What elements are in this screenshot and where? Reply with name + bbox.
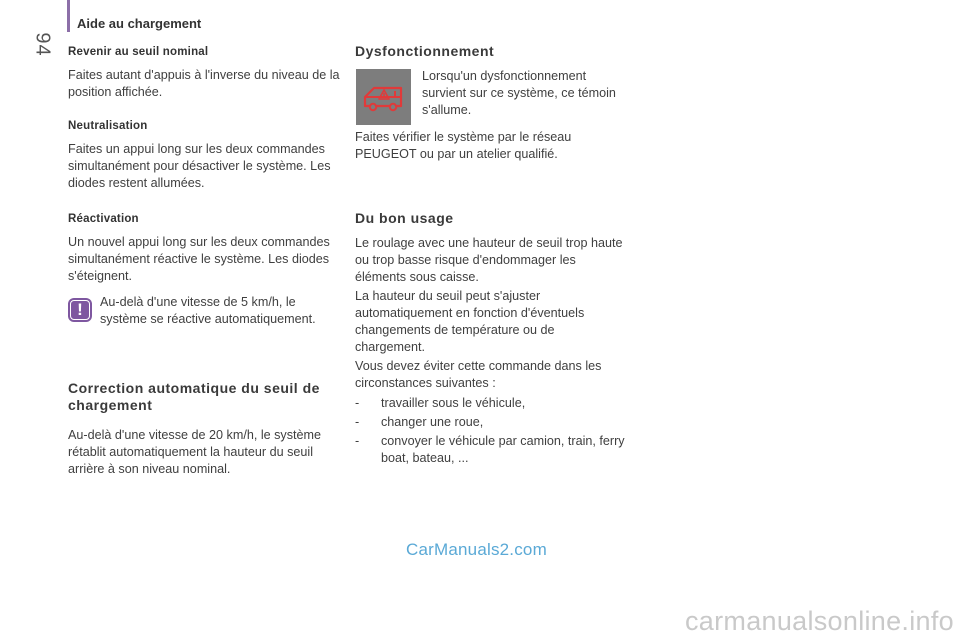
list-item [355, 433, 627, 467]
section-reactivation [68, 211, 340, 285]
correction-heading: Correction automatique du seuil de chargement [68, 380, 320, 413]
section-nominal [68, 44, 340, 101]
list-dash: - [355, 415, 360, 429]
list-item [355, 414, 627, 431]
vehicle-fault-warning-lamp-icon [356, 69, 411, 125]
van-fault-symbol [362, 82, 406, 112]
list-item-text: travailler sous le véhicule, [381, 396, 526, 410]
page-number [22, 12, 62, 76]
correction-text: Au-delà d'une vitesse de 20 km/h, le système rétablit automatiquement la hauteur du seuil arrière à son niveau nominal. [68, 428, 322, 476]
header-accent-bar [67, 0, 70, 32]
section-usage [355, 210, 627, 227]
usage-heading: Du bon usage [355, 210, 454, 226]
neutralisation-text: Faites un appui long sur les deux commandes simultanément pour désactiver le système. Les diodes restent allumées. [68, 142, 331, 190]
warning-icon [68, 298, 92, 322]
watermark-carmanuals2[interactable]: CarManuals2.com [406, 540, 547, 559]
malfunction-text: Faites vérifier le système par le réseau PEUGEOT ou par un atelier qualifié. [355, 130, 572, 161]
nominal-text: Faites autant d'appuis à l'inverse du niveau de la position affichée. [68, 68, 340, 99]
malfunction-heading: Dysfonctionnement [355, 43, 495, 59]
section-malfunction [355, 43, 627, 60]
page-header-title: Aide au chargement [77, 16, 202, 31]
page-number-text: 94 [31, 31, 54, 57]
watermark-carmanualsonline[interactable]: carmanualsonline.info [685, 606, 954, 636]
usage-paragraph-1: Le roulage avec une hauteur de seuil trop haute ou trop basse risque d'endommager les éléments sous caisse. [355, 236, 623, 284]
list-item-text: changer une roue, [381, 415, 484, 429]
list-dash: - [355, 434, 360, 448]
usage-paragraph-2: La hauteur du seuil peut s'ajuster automatiquement en fonction d'éventuels changements de température ou de chargement. [355, 289, 585, 354]
warning-note [68, 294, 340, 334]
usage-paragraph-3: Vous devez éviter cette commande dans les circonstances suivantes : [355, 359, 602, 390]
nominal-heading: Revenir au seuil nominal [68, 46, 209, 58]
warning-icon-symbol: ! [77, 300, 83, 319]
list-item-text: convoyer le véhicule par camion, train, ferry boat, bateau, ... [381, 434, 625, 465]
reactivation-heading: Réactivation [68, 213, 139, 225]
warning-note-text: Au-delà d'une vitesse de 5 km/h, le système se réactive automatiquement. [100, 295, 316, 326]
lamp-description: Lorsqu'un dysfonctionnement survient sur ce système, ce témoin s'allume. [422, 69, 616, 117]
section-neutralisation [68, 118, 340, 192]
list-item [355, 395, 627, 412]
neutralisation-heading: Neutralisation [68, 120, 148, 132]
list-dash: - [355, 396, 360, 410]
reactivation-text: Un nouvel appui long sur les deux commandes simultanément réactive le système. Les diodes s'éteignent. [68, 235, 330, 283]
section-correction [68, 380, 340, 478]
